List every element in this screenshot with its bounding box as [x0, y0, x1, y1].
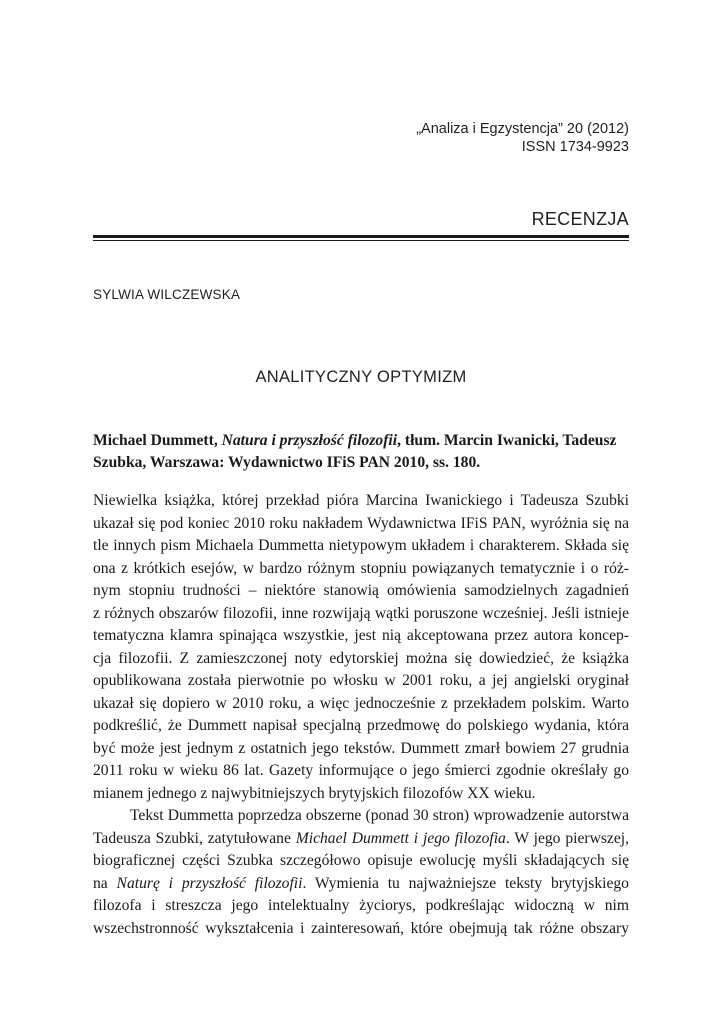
book-title: Natura i przyszłość filozofii	[221, 432, 398, 449]
issn-number: ISSN 1734-9923	[521, 139, 629, 155]
paragraph-2-line: Tekst Dummetta poprzedza obszerne (ponad 30 stron) wprowadzenie autorstwa	[130, 807, 629, 824]
text-run: Tadeusza Szubki, zatytułowane	[93, 829, 296, 847]
paragraph-1-line: ukazał się pod koniec 2010 roku nakładem Wydawnictwa IFiS PAN, wyróżnia się na	[93, 514, 629, 532]
text-run: na	[93, 874, 117, 892]
paragraph-1-line: ona z krótkich esejów, w bardzo różnym stopniu powiązanych tematycznie i o róż-	[93, 559, 629, 577]
text-run: . Wymienia tu najważniejsze teksty brytyjskiego	[302, 874, 629, 892]
book-title-inline: Naturę i przyszłość filozofii	[116, 874, 303, 892]
paragraph-1-line: tematyczna klamra spinająca wszystkie, jest nią akceptowana przez autora koncep-	[93, 627, 629, 644]
review-body	[93, 490, 629, 940]
book-reference-line-1	[93, 430, 629, 452]
book-translators: , tłum. Marcin Iwanicki, Tadeusz	[397, 432, 617, 449]
paragraph-2-line: biograficznej części Szubka szczegółowo opisuje ewolucję myśli składających się	[93, 852, 629, 869]
header-rule-thin	[93, 240, 629, 241]
paragraph-1-line: 2011 roku w wieku 86 lat. Gazety informujące o jego śmierci zgodnie określały go	[93, 762, 629, 779]
paragraph-1-line: cja filozofii. Z zamieszczonej noty edytorskiej można się dowiedzieć, że książka	[93, 649, 629, 667]
paragraph-2-line: filozofa i streszcza jego intelektualny życiorys, podkreślając widoczną w nim	[93, 897, 629, 914]
article-author: SYLWIA WILCZEWSKA	[93, 287, 241, 302]
book-author: Michael Dummett,	[93, 432, 222, 449]
paragraph-1-line: być może jest jednym z ostatnich jego tekstów. Dummett zmarł bowiem 27 grudnia	[93, 739, 629, 757]
text-run: . W jego pierwszej,	[505, 829, 630, 847]
paragraph-2-line	[93, 828, 629, 851]
paragraph-2-line: wszechstronność wykształcenia i zainteresowań, które obejmują tak różne obszary	[93, 919, 629, 937]
paragraph-1-line: ukazał się dopiero w 2010 roku, a więc jednocześnie z przekładem polskim. Warto	[93, 694, 629, 712]
intro-title: Michael Dummett i jego filozofia	[295, 829, 506, 847]
section-label: RECENZJA	[531, 209, 629, 229]
paragraph-1-line: z różnych obszarów filozofii, inne rozwijają wątki poruszone wcześniej. Jeśli istnieje	[93, 604, 629, 622]
paragraph-1-line: opublikowana została pierwotnie po włosku w 2001 roku, a jej angielski oryginał	[93, 672, 629, 689]
journal-header	[416, 120, 629, 156]
paragraph-1-line: Niewielka książka, której przekład pióra Marcina Iwanickiego i Tadeusza Szubki	[93, 492, 629, 509]
paragraph-1-line: podkreślić, że Dummett napisał specjalną przedmowę do polskiego wydania, która	[93, 717, 629, 734]
paragraph-2-line	[93, 873, 629, 896]
paragraph-1-line: nym stopniu trudności – niektóre stanowią omówienia samodzielnych zagadnień	[93, 582, 629, 599]
book-reference	[93, 430, 629, 474]
header-rule-thick	[93, 235, 629, 238]
article-title: ANALITYCZNY OPTYMIZM	[255, 368, 467, 386]
book-reference-line-2: Szubka, Warszawa: Wydawnictwo IFiS PAN 2010, ss. 180.	[93, 454, 481, 471]
journal-citation: „Analiza i Egzystencja” 20 (2012)	[416, 121, 629, 137]
paragraph-1-line: mianem jednego z najwybitniejszych brytyjskich filozofów XX wieku.	[93, 784, 536, 802]
paragraph-1-line: tle innych pism Michaela Dummetta nietypowym układem i charakterem. Składa się	[93, 537, 629, 554]
